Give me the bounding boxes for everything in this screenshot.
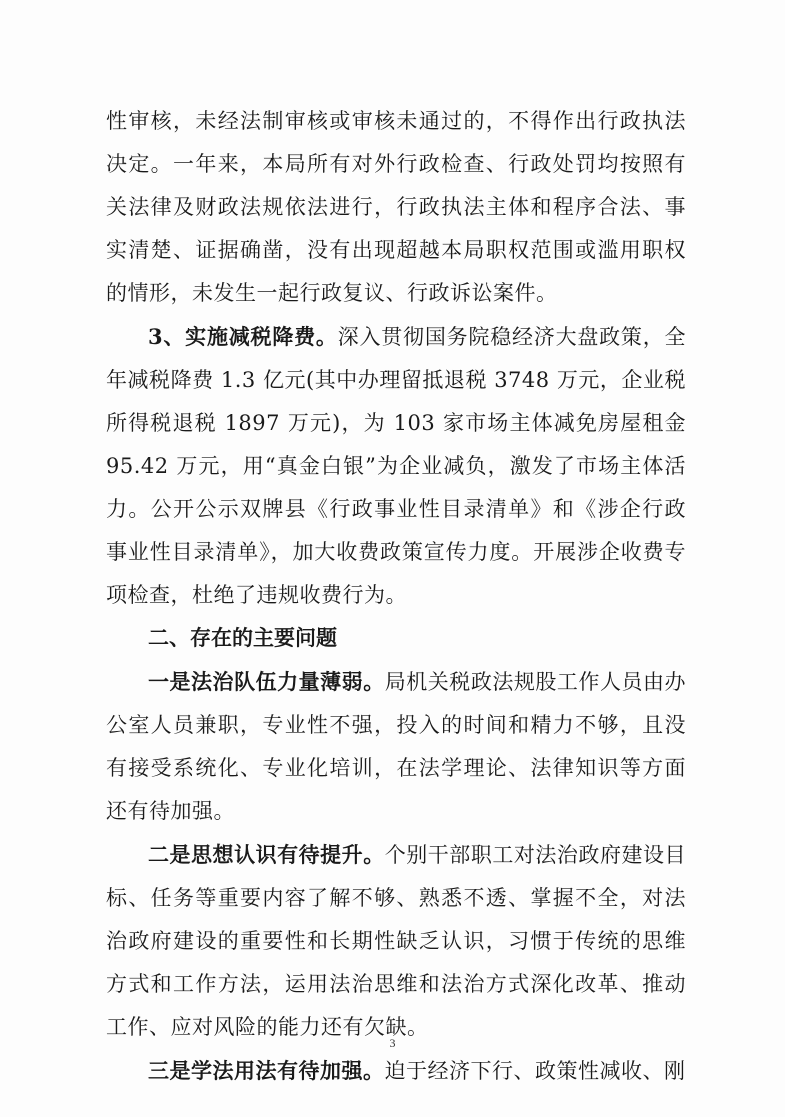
problem-lead: 二是思想认识有待提升。 [148,842,385,867]
paragraph-text: 性审核，未经法制审核或审核未通过的，不得作出行政执法决定。一年来，本局所有对外行政检查、行政处罚均按照有关法律及财政法规依法进行，行政执法主体和程序合法、事实清楚、证据确凿，没有出现超越本局职权范围或滥用职权的情形，未发生一起行政复议、行政诉讼案件。 [106,109,686,305]
problem-paragraph-3 [106,1049,686,1093]
problem-paragraph-1 [106,660,686,833]
paragraph-lead: 3、实施减税降费。 [148,324,338,349]
paragraph-text: 深入贯彻国务院稳经济大盘政策，全年减税降费 1.3 亿元(其中办理留抵退税 3748 万元，企业税所得税退税 1897 万元)，为 103 家市场主体减免房屋租金 95.42 万元，用“真金白银”为企业减负，激发了市场主体活力。公开公示双牌县《行政事业性目录清单》和《涉企行政事业性目录清单》，加大收费政策宣传力度。开展涉企收费专项检查，杜绝了违规收费行为。 [106,325,686,607]
problem-text: 个别干部职工对法治政府建设目标、任务等重要内容了解不够、熟悉不透、掌握不全，对法治政府建设的重要性和长期性缺乏认识，习惯于传统的思维方式和工作方法，运用法治思维和法治方式深化改革、推动工作、应对风险的能力还有欠缺。 [106,843,687,1039]
section-heading: 二、存在的主要问题 [148,626,337,650]
problem-text: 局机关税政法规股工作人员由办公室人员兼职，专业性不强，投入的时间和精力不够，且没有接受系统化、专业化培训，在法学理论、法律知识等方面还有待加强。 [106,670,687,823]
page-number: 3 [389,1036,396,1050]
document-body [106,100,686,1093]
paragraph-continuation [106,100,686,315]
problem-paragraph-2 [106,833,686,1049]
paragraph-tax-reduction [106,315,686,617]
problem-lead: 三是学法用法有待加强。 [148,1058,385,1083]
problem-lead: 一是法治队伍力量薄弱。 [148,669,385,694]
problem-text: 迫于经济下行、政策性减收、刚 [384,1059,686,1083]
